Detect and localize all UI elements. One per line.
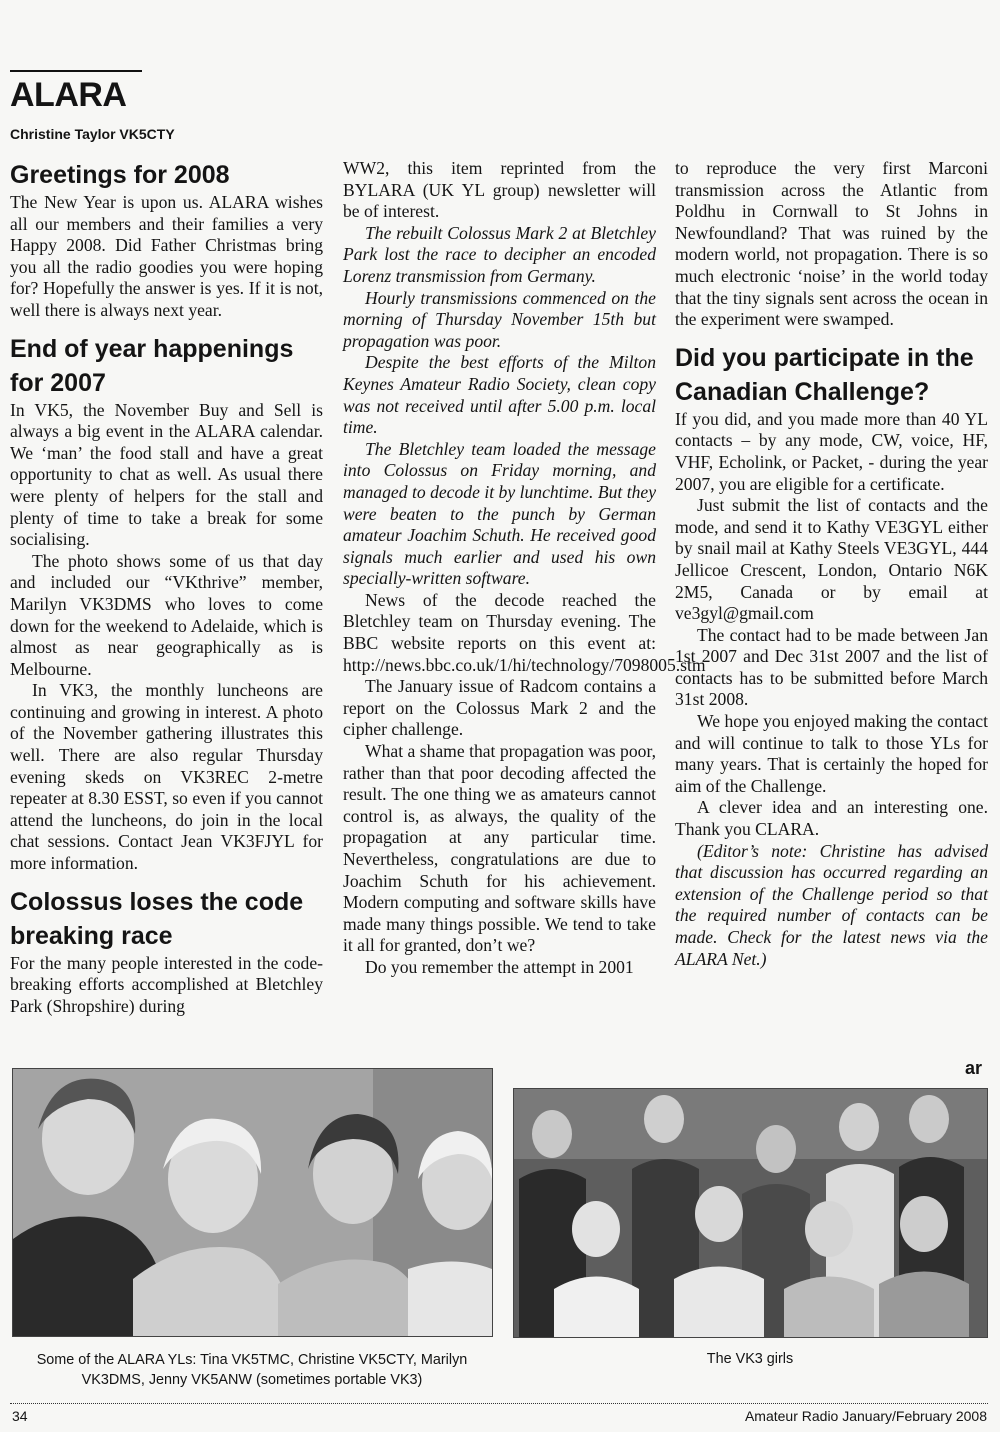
photo-vk3-girls	[513, 1088, 988, 1338]
page-number: 34	[12, 1408, 28, 1424]
paragraph: The January issue of Radcom contains a report on the Colossus Mark 2 and the cipher challenge.	[343, 676, 656, 740]
section-title: ALARA	[10, 76, 127, 114]
paragraph: to reproduce the very first Marconi transmission across the Atlantic from Poldhu in Cornwall to St Johns in Newfoundland? That was ruined by the modern world, not propagation. There is so much electronic ‘noise’ in the world today that the tiny signals sent across the ocean in the experiment were swamped.	[675, 158, 988, 330]
column-1	[10, 158, 323, 1017]
column-3	[675, 158, 988, 970]
quoted-paragraph: The Bletchley team loaded the message into Colossus on Friday morning, and managed to decode it by lunchtime. But they were beaten to the punch by German amateur Joachim Schuth. He received good signals much earlier and used his own specially-written software.	[343, 438, 656, 589]
editor-note: (Editor’s note: Christine has advised that discussion has occurred regarding an extension of the Challenge period so that the required number of contacts can be made. Check for the latest news via the ALARA Net.)	[675, 840, 988, 969]
paragraph: The New Year is upon us. ALARA wishes all our members and their families a very Happy 2008. Did Father Christmas bring you all the radio goodies you were hoping for? Hopefully the answer is yes. If it is not, well there is always next year.	[10, 192, 323, 320]
paragraph: News of the decode reached the Bletchley team on Thursday evening. The BBC website reports on this event at: http://news.bbc.co.uk/1/hi/technology/7098005.stm	[343, 589, 706, 675]
paragraph: In VK3, the monthly luncheons are continuing and growing in interest. A photo of the November gathering illustrates this well. There are also regular Thursday evening skeds on VK3REC 2-metre repeater at 8.30 ESST, so even if you cannot attend the luncheons, do join in the local chat sessions. Contact Jean VK3FJYL for more information.	[10, 680, 323, 874]
photo1-caption: Some of the ALARA YLs: Tina VK5TMC, Christine VK5CTY, Marilyn VK3DMS, Jenny VK5ANW (sometimes portable VK3)	[36, 1352, 468, 1388]
quoted-paragraph: Hourly transmissions commenced on the morning of Thursday November 15th but propagation was poor.	[343, 287, 656, 351]
paragraph: Just submit the list of contacts and the mode, and send it to Kathy VE3GYL either by snail mail at Kathy Steels VE3GYL, 444 Jellicoe Crescent, London, Ontario N6K 2M5, Canada or by email at ve3gyl@gmail.com	[675, 495, 988, 624]
paragraph: WW2, this item reprinted from the BYLARA (UK YL group) newsletter will be of interest.	[343, 158, 656, 222]
heading-canadian-challenge: Did you participate in the Canadian Challenge?	[675, 343, 974, 406]
title-rule	[10, 70, 142, 72]
paragraph: Do you remember the attempt in 2001	[365, 956, 634, 977]
heading-colossus: Colossus loses the code breaking race	[10, 887, 304, 950]
publication-name: Amateur Radio January/February 2008	[744, 1408, 987, 1424]
photo2-caption: The VK3 girls	[706, 1351, 794, 1367]
paragraph: For the many people interested in the code-breaking efforts accomplished at Bletchley Park (Shropshire) during	[10, 952, 323, 1016]
end-mark: ar	[965, 1058, 983, 1078]
paragraph: If you did, and you made more than 40 YL contacts – by any mode, CW, voice, HF, VHF, Echolink, or Packet, - during the year 2007, you are eligible for a certificate.	[675, 408, 988, 494]
paragraph: We hope you enjoyed making the contact and will continue to talk to those YLs for many years. That is certainly the hoped for aim of the Challenge.	[675, 711, 988, 796]
paragraph: The contact had to be made between Jan 1st 2007 and Dec 31st 2007 and the list of contacts has to be submitted before March 31st 2008.	[675, 624, 988, 710]
paragraph: What a shame that propagation was poor, rather than that poor decoding affected the result. The one thing we as amateurs cannot control is, as always, the quality of the propagation at any particular time. Nevertheless, congratulations are due to Joachim Schuth for his achievement. Modern computing and software skills have made many things possible. We tend to take it all for granted, don’t we?	[343, 741, 656, 956]
paragraph: A clever idea and an interesting one. Thank you CLARA.	[675, 797, 988, 840]
footer-rule	[10, 1403, 988, 1404]
quoted-paragraph: The rebuilt Colossus Mark 2 at Bletchley Park lost the race to decipher an encoded Lorenz transmission from Germany.	[343, 222, 656, 286]
byline: Christine Taylor VK5CTY	[10, 126, 175, 142]
column-2	[343, 158, 706, 979]
paragraph: In VK5, the November Buy and Sell is always a big event in the ALARA calendar. We ‘man’ the food stall and have a great opportunity to chat as well. As usual there were plenty of helpers for the stall and plenty of time to take a break for some socialising.	[10, 399, 323, 550]
paragraph: The photo shows some of us that day and included our “VKthrive” member, Marilyn VK3DMS who loves to come down for the weekend to Adelaide, which is almost as near geographically as is Melbourne.	[10, 550, 323, 679]
heading-greetings: Greetings for 2008	[10, 161, 230, 189]
heading-end-of-year: End of year happenings for 2007	[10, 334, 294, 397]
quoted-paragraph: Despite the best efforts of the Milton Keynes Amateur Radio Society, clean copy was not received until after 5.00 p.m. local time.	[343, 352, 656, 438]
photo-alara-yls	[12, 1068, 493, 1337]
